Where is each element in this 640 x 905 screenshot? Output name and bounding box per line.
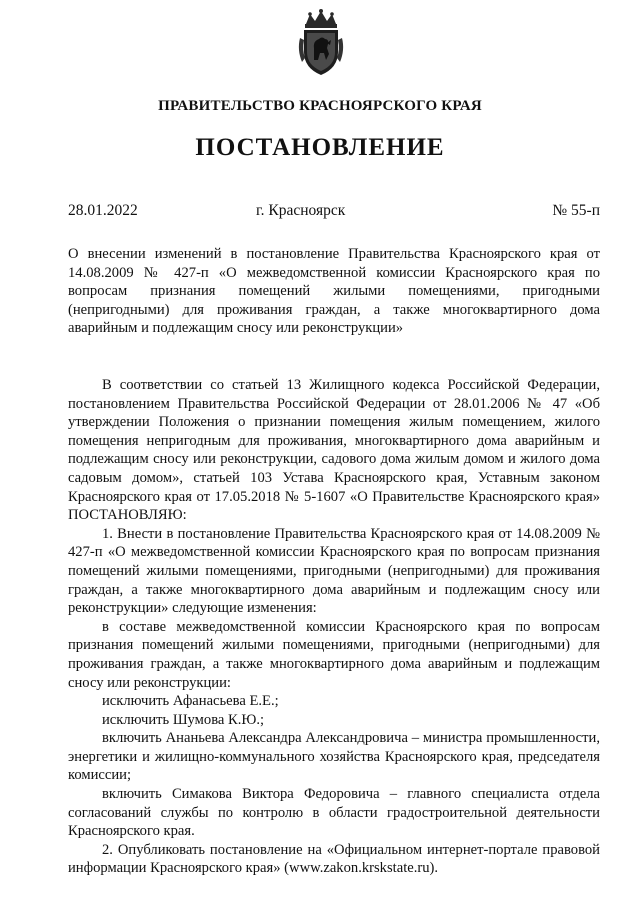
paragraph-exclude-2: исключить Шумова К.Ю.; [102,711,265,728]
paragraph-preamble: В соответствии со статьей 13 Жилищного кодекса Российской Федерации, постановлением Правительства Российской Федерации от 28.01.2006 № 47 «Об утверждении Положения о признании помещения жилым помещением, жилого помещения непригодным для проживания, многоквартирного дома аварийным и подлежащим сносу или реконструкции, садового дома жилым домом и жилого дома садовым домом», статьей 103 Устава Красноярского края, Уставным законом Красноярского края от 17.05.2018 № 5-1607 «О Правительстве Красноярского края» ПОСТАНОВЛЯЮ: [68,377,600,524]
paragraph-commission: в составе межведомственной комиссии Красноярского края по вопросам признания помещений жилыми помещениями, пригодными (непригодными) для проживания граждан, а также многоквартирного дома аварийным и подлежащим сносу или реконструкции: [68,618,600,691]
document-number: № 55-п [552,202,600,219]
paragraph-item-2: 2. Опубликовать постановление на «Официальном интернет-портале правовой информации Красноярского края» (www.zakon.krskstate.ru). [68,841,600,877]
coat-of-arms-icon [296,8,346,78]
paragraph-item-1: 1. Внести в постановление Правительства Красноярского края от 14.08.2009 № 427-п «О межведомственной комиссии Красноярского края по вопросам признания помещений жилыми помещениями, пригодными (непригодными) для проживания граждан, а также многоквартирного дома аварийным и подлежащим сносу или реконструкции» следующие изменения: [68,525,600,617]
document-meta-row [68,202,600,222]
paragraph-include-1: включить Ананьева Александра Александровича – министра промышленности, энергетики и жилищно-коммунального хозяйства Красноярского края, председателя комиссии; [68,730,600,784]
document-date: 28.01.2022 [68,202,138,219]
document-city: г. Красноярск [256,202,346,219]
emblem-svg [296,8,346,78]
paragraph-include-2: включить Симакова Виктора Федоровича – главного специалиста отдела согласований службы по контролю в области градостроительной деятельности Красноярского края. [68,786,600,840]
paragraph-exclude-1: исключить Афанасьева Е.Е.; [102,693,279,710]
document-body [68,376,600,878]
document-subject: О внесении изменений в постановление Правительства Красноярского края от 14.08.2009 № 427-п «О межведомственной комиссии Красноярского края по вопросам признания помещений жилыми помещениями, пригодными (непригодными) для проживания граждан, а также многоквартирного дома аварийным и подлежащим сносу или реконструкции» [68,246,600,336]
document-type-title: ПОСТАНОВЛЕНИЕ [195,134,445,161]
organization-title: ПРАВИТЕЛЬСТВО КРАСНОЯРСКОГО КРАЯ [158,98,482,114]
